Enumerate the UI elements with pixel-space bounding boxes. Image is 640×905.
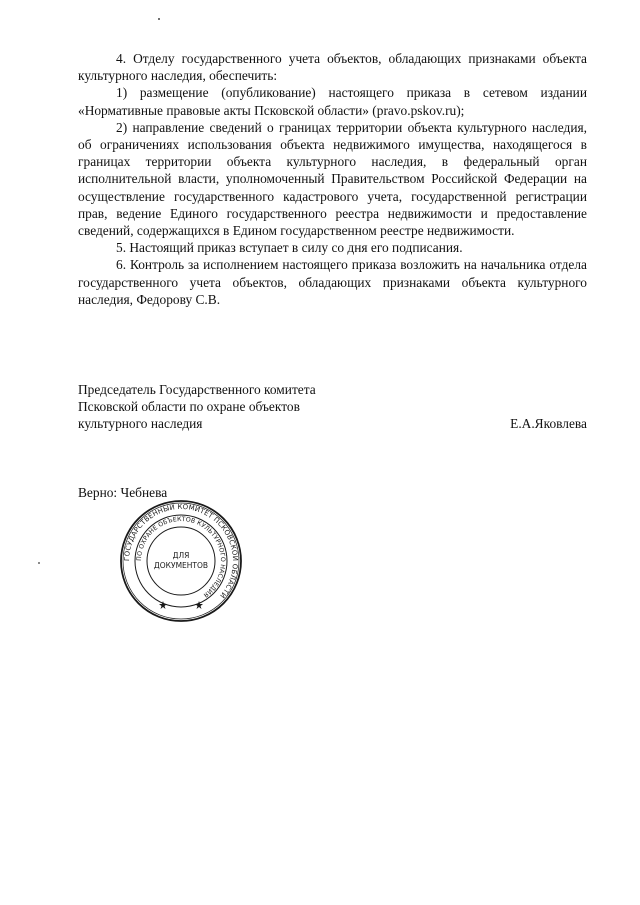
paragraph-item-4: 4. Отделу государственного учета объектов, обладающих признаками объекта культурного наследия, обеспечить:	[78, 51, 587, 84]
order-body	[78, 50, 587, 308]
scan-speck	[158, 18, 160, 20]
official-seal	[118, 498, 244, 624]
seal-stars	[159, 601, 203, 609]
paragraph-subitem-1: 1) размещение (опубликование) настоящего приказа в сетевом издании «Нормативные правовые акты Псковской области» (pravo.pskov.ru);	[78, 85, 587, 118]
scan-speck	[38, 562, 40, 564]
seal-inner-text: ПО ОХРАНЕ ОБЪЕКТОВ КУЛЬТУРНОГО НАСЛЕДИЯ	[135, 515, 227, 599]
signatory-name: Е.А.Яковлева	[510, 416, 587, 432]
signatory-title-line2: Псковской области по охране объектов	[78, 399, 300, 415]
seal-center-line1: ДЛЯ	[172, 551, 190, 560]
seal-outer-text: ГОСУДАРСТВЕННЫЙ КОМИТЕТ ПСКОВСКОЙ ОБЛАСТИ	[122, 502, 240, 600]
signatory-title-line1: Председатель Государственного комитета	[78, 382, 316, 397]
signatory-title-line3: культурного наследия	[78, 416, 203, 432]
paragraph-item-6: 6. Контроль за исполнением настоящего приказа возложить на начальника отдела государственного учета объектов, обладающих признаками объекта культурного наследия, Федорову С.В.	[78, 257, 587, 307]
verification-note: Верно: Чебнева	[78, 485, 168, 500]
signature-block	[78, 381, 587, 433]
seal-center-line2: ДОКУМЕНТОВ	[153, 561, 209, 570]
paragraph-subitem-2: 2) направление сведений о границах территории объекта культурного наследия, об ограничениях использования объекта недвижимого имущества, находящегося в границах территории объекта культурного наследия, в федеральный орган исполнительной власти, уполномоченный Правительством Российской Федерации на осуществление государственного кадастрового учета, государственной регистрации прав, ведение Единого государственного реестра недвижимости и предоставление сведений, содержащихся в Едином государственном реестре недвижимости.	[78, 119, 587, 239]
paragraph-item-5: 5. Настоящий приказ вступает в силу со дня его подписания.	[116, 240, 463, 256]
